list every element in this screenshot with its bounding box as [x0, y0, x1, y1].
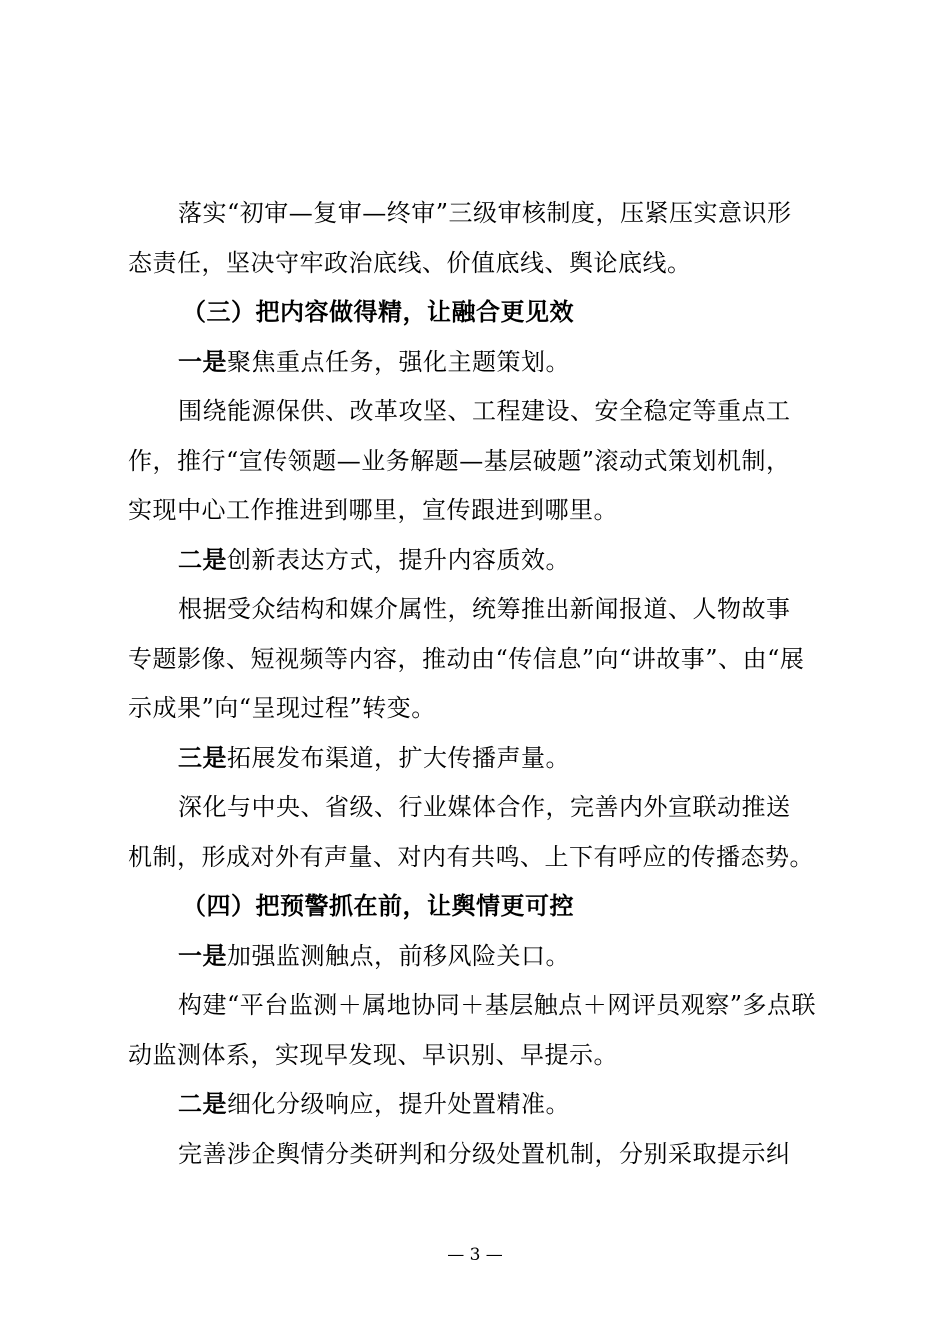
paragraph-text: 拓展发布渠道，扩大传播声量。	[227, 743, 570, 772]
paragraph-line: 落实“初审—复审—终审”三级审核制度，压紧压实意识形	[178, 199, 792, 227]
paragraph-line: 根据受众结构和媒介属性，统筹推出新闻报道、人物故事	[178, 595, 791, 623]
section-heading-3: （三）把内容做得精，让融合更见效	[182, 298, 574, 326]
paragraph-line: 机制，形成对外有声量、对内有共鸣、上下有呼应的传播态势。	[128, 842, 814, 871]
lead-phrase: 三是	[178, 743, 227, 772]
lead-phrase: 一是	[178, 347, 227, 376]
paragraph-text: 加强监测触点，前移风险关口。	[227, 941, 570, 970]
paragraph-text: 创新表达方式，提升内容质效。	[227, 545, 570, 574]
paragraph-line: 作，推行“宣传领题—业务解题—基层破题”滚动式策划机制，	[128, 446, 791, 475]
page-number: — 3 —	[447, 1245, 503, 1265]
paragraph-line	[128, 536, 828, 586]
paragraph-text: 聚焦重点任务，强化主题策划。	[227, 347, 570, 376]
paragraph-line: 构建“平台监测＋属地协同＋基层触点＋网评员观察”多点联	[178, 991, 817, 1019]
paragraph-line	[128, 734, 828, 784]
paragraph-line: 态责任，坚决守牢政治底线、价值底线、舆论底线。	[128, 248, 692, 277]
paragraph-line: 实现中心工作推进到哪里，宣传跟进到哪里。	[128, 496, 618, 524]
lead-phrase: 二是	[178, 1090, 227, 1118]
paragraph-line: 深化与中央、省级、行业媒体合作，完善内外宣联动推送	[178, 793, 791, 821]
paragraph-text: 细化分级响应，提升处置精准。	[227, 1090, 570, 1118]
paragraph-line	[128, 1080, 828, 1130]
paragraph-line: 围绕能源保供、改革攻坚、工程建设、安全稳定等重点工	[178, 397, 791, 425]
paragraph-line	[128, 932, 828, 982]
paragraph-line: 示成果”向“呈现过程”转变。	[128, 694, 436, 722]
section-heading-4: （四）把预警抓在前，让舆情更可控	[182, 892, 574, 920]
lead-phrase: 一是	[178, 941, 227, 970]
document-body	[128, 189, 828, 1179]
lead-phrase: 二是	[178, 545, 227, 574]
paragraph-line: 专题影像、短视频等内容，推动由“传信息”向“讲故事”、由“展	[128, 644, 805, 673]
paragraph-line	[128, 338, 828, 388]
paragraph-line: 完善涉企舆情分类研判和分级处置机制，分别采取提示纠	[178, 1139, 791, 1168]
paragraph-line: 动监测体系，实现早发现、早识别、早提示。	[128, 1040, 618, 1069]
